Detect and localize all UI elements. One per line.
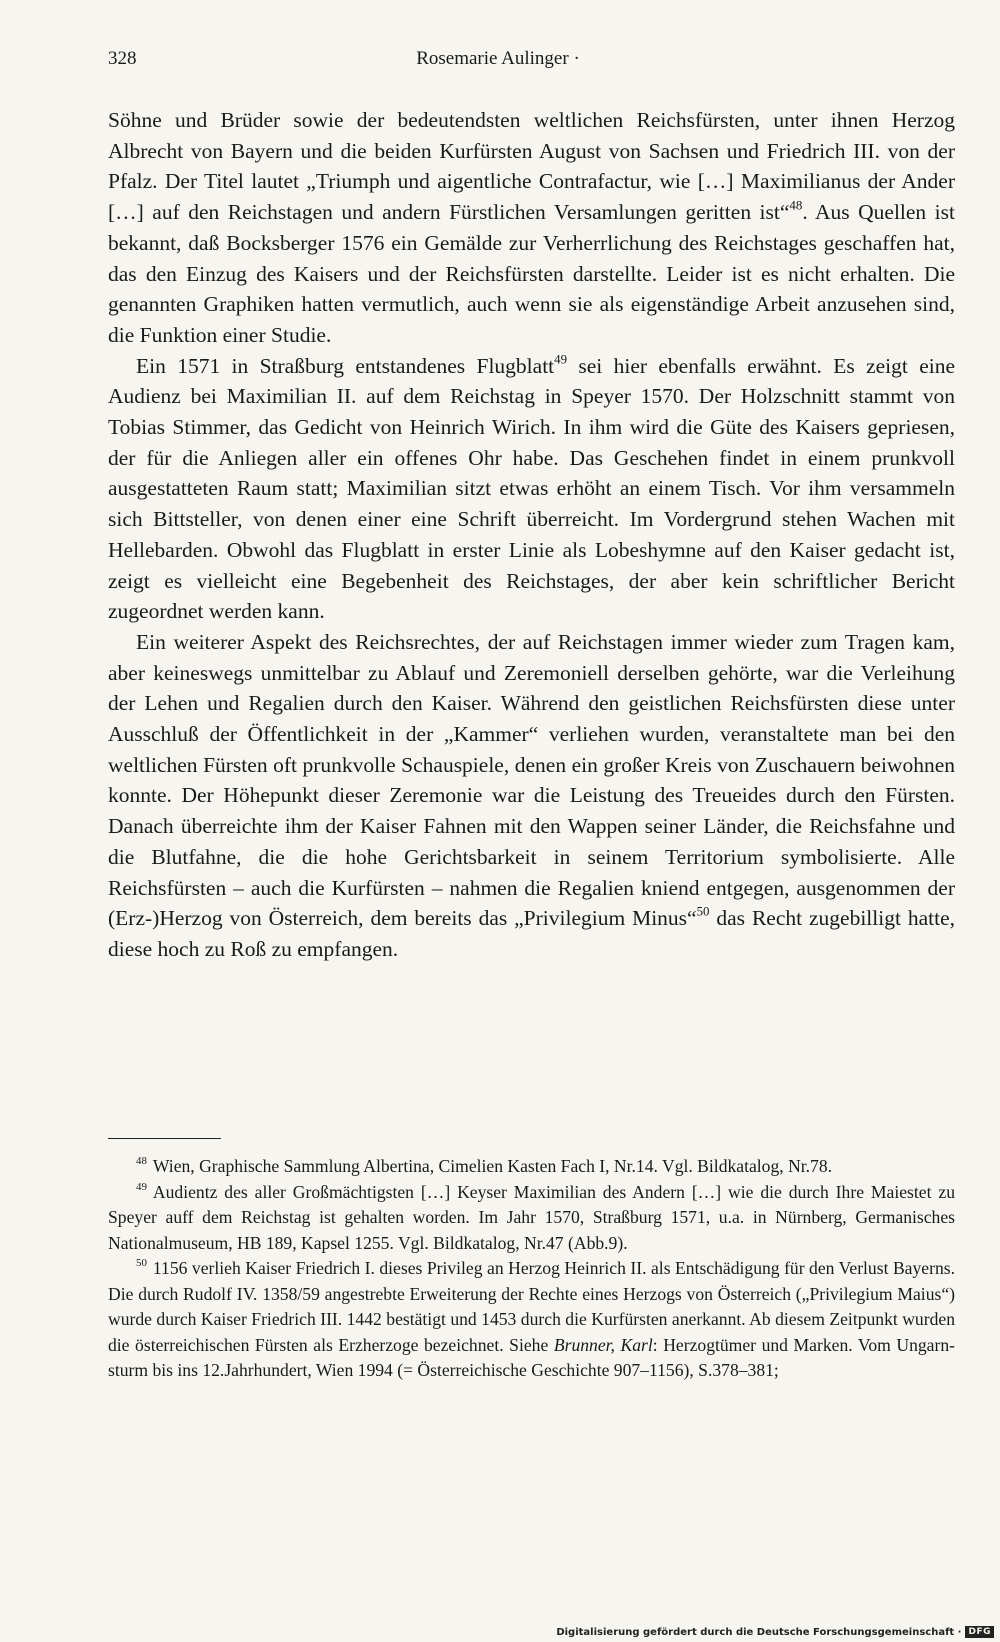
footnote-50: $^{50}$ 1156 verlieh Kaiser Friedrich I. dieses Privileg an Herzog Heinrich II. als Entschädigung für den Verlust Bayerns. Die durch Rudolf IV. 1358/59 angestrebte Erweiterung der Rechte eines Herzogs von Österreich („Privilegium Maius“) wurde durch Kaiser Friedrich III. 1442 bestätigt und 1453 durch die Kurfürsten anerkannt. Ab diesem Zeitpunkt wurden die österreichischen Fürsten als Erzherzoge bezeichnet. Siehe Brunner, Karl: Herzogtümer und Marken. Vom Ungarnsturm bis ins 12.Jahrhundert, Wien 1994 (= Österreichische Geschichte 907–1156), S.378–381; xyxy=(108,1257,955,1380)
dfg-logo-icon: DFG xyxy=(965,1626,994,1638)
author-name: Brunner, Karl xyxy=(553,1334,653,1355)
footnote-number: 48 xyxy=(136,1155,147,1168)
page-header xyxy=(108,48,888,78)
footnote-number: 49 xyxy=(136,1180,147,1193)
page-number: 328 xyxy=(108,48,137,69)
footnote-ref-50[interactable]: 50 xyxy=(696,904,710,919)
digitization-note: Digitalisierung gefördert durch die Deutsche Forschungsgemeinschaft · xyxy=(556,1626,962,1638)
paragraph-3: Ein weiterer Aspekt des Reichsrechtes, der auf Reichstagen immer wieder zum Tragen kam, aber keineswegs unmittelbar zu Ablauf und Zeremoniell derselben gehörte, war die Verleihung der Lehen und Regalien durch den Kaiser. Während den geistlichen Reichsfürsten diese unter Ausschluß der Öffentlichkeit in der „Kammer“ verliehen wurden, veranstaltete man bei den weltlichen Fürsten oft prunkvolle Schauspiele, denen ein großer Kreis von Zuschauern beiwohnen konnte. Der Höhepunkt dieser Zeremonie war die Leistung des Treueides durch den Fürsten. Danach überreichte ihm der Kaiser Fahnen mit den Wappen seiner Länder, die Reichsfahne und die Blutfahne, die die hohe Gerichtsbarkeit in seinem Territorium symbolisierte. Alle Reichsfürsten – auch die Kurfürsten – nahmen die Regalien kniend entgegen, ausgenommen der (Erz-)Herzog von Österreich, dem bereits das „Privilegium Minus“$^{50}$ das Recht zugebilligt hatte, diese hoch zu Roß zu empfangen. xyxy=(108,629,955,961)
footnote-number: 50 xyxy=(136,1257,147,1270)
footnote-divider xyxy=(108,1138,221,1139)
main-text xyxy=(108,105,955,965)
footnote-ref-48[interactable]: 48 xyxy=(789,198,803,213)
paragraph-1: Söhne und Brüder sowie der bedeutendsten weltlichen Reichsfürsten, unter ihnen Herzog Albrecht von Bayern und die beiden Kurfürsten August von Sachsen und Friedrich III. von der Pfalz. Der Titel lautet „Triumph und aigentliche Contrafactur, wie […] Maximilianus der Ander […] auf den Reichstagen und andern Fürstlichen Versamlungen geritten ist“$^{48}$. Aus Quellen ist bekannt, daß Bocksberger 1576 ein Gemälde zur Verherrlichung des Reichstages geschaffen hat, das den Einzug des Kaisers und der Reichsfürsten darstellte. Leider ist es nicht erhalten. Die genannten Graphiken hatten vermutlich, auch wenn sie als eigenständige Arbeit anzusehen sind, die Funktion einer Studie. xyxy=(108,108,955,347)
footnote-49: $^{49}$ Audientz des aller Großmächtigsten […] Keyser Maximilian des Andern […] wie die durch Ihre Maiestet zu Speyer auff dem Reichstag ist gehalten worden. Im Jahr 1570, Straßburg 1571, u.a. in Nürnberg, Germanisches Nationalmuseum, HB 189, Kapsel 1255. Vgl. Bildkatalog, Nr.47 (Abb.9). xyxy=(108,1180,955,1253)
running-title: Rosemarie Aulinger · xyxy=(416,48,580,69)
paragraph-2: Ein 1571 in Straßburg entstandenes Flugblatt$^{49}$ sei hier ebenfalls erwähnt. Es zeigt eine Audienz bei Maximilian II. auf dem Reichstag in Speyer 1570. Der Holzschnitt stammt von Tobias Stimmer, das Gedicht von Heinrich Wirich. In ihm wird die Güte des Kaisers gepriesen, der für die Anliegen aller ein offenes Ohr habe. Das Geschehen findet in einem prunkvoll ausgestatteten Raum statt; Maximilian sitzt etwas erhöht an einem Tisch. Vor ihm versammeln sich Bittsteller, von denen einer eine Schrift überreicht. Im Vordergrund stehen Wachen mit Hellebarden. Obwohl das Flugblatt in erster Linie als Lobeshymne auf den Kaiser gedacht ist, zeigt es vielleicht eine Begebenheit des Reichstages, der aber kein schriftlicher Bericht zugeordnet werden kann. xyxy=(108,351,956,624)
footnote-ref-49[interactable]: 49 xyxy=(554,351,568,366)
footnotes xyxy=(108,1154,955,1384)
digitization-footer xyxy=(556,1626,994,1638)
footnote-48: $^{48}$ Wien, Graphische Sammlung Albertina, Cimelien Kasten Fach I, Nr.14. Vgl. Bildkatalog, Nr.78. xyxy=(136,1155,833,1176)
